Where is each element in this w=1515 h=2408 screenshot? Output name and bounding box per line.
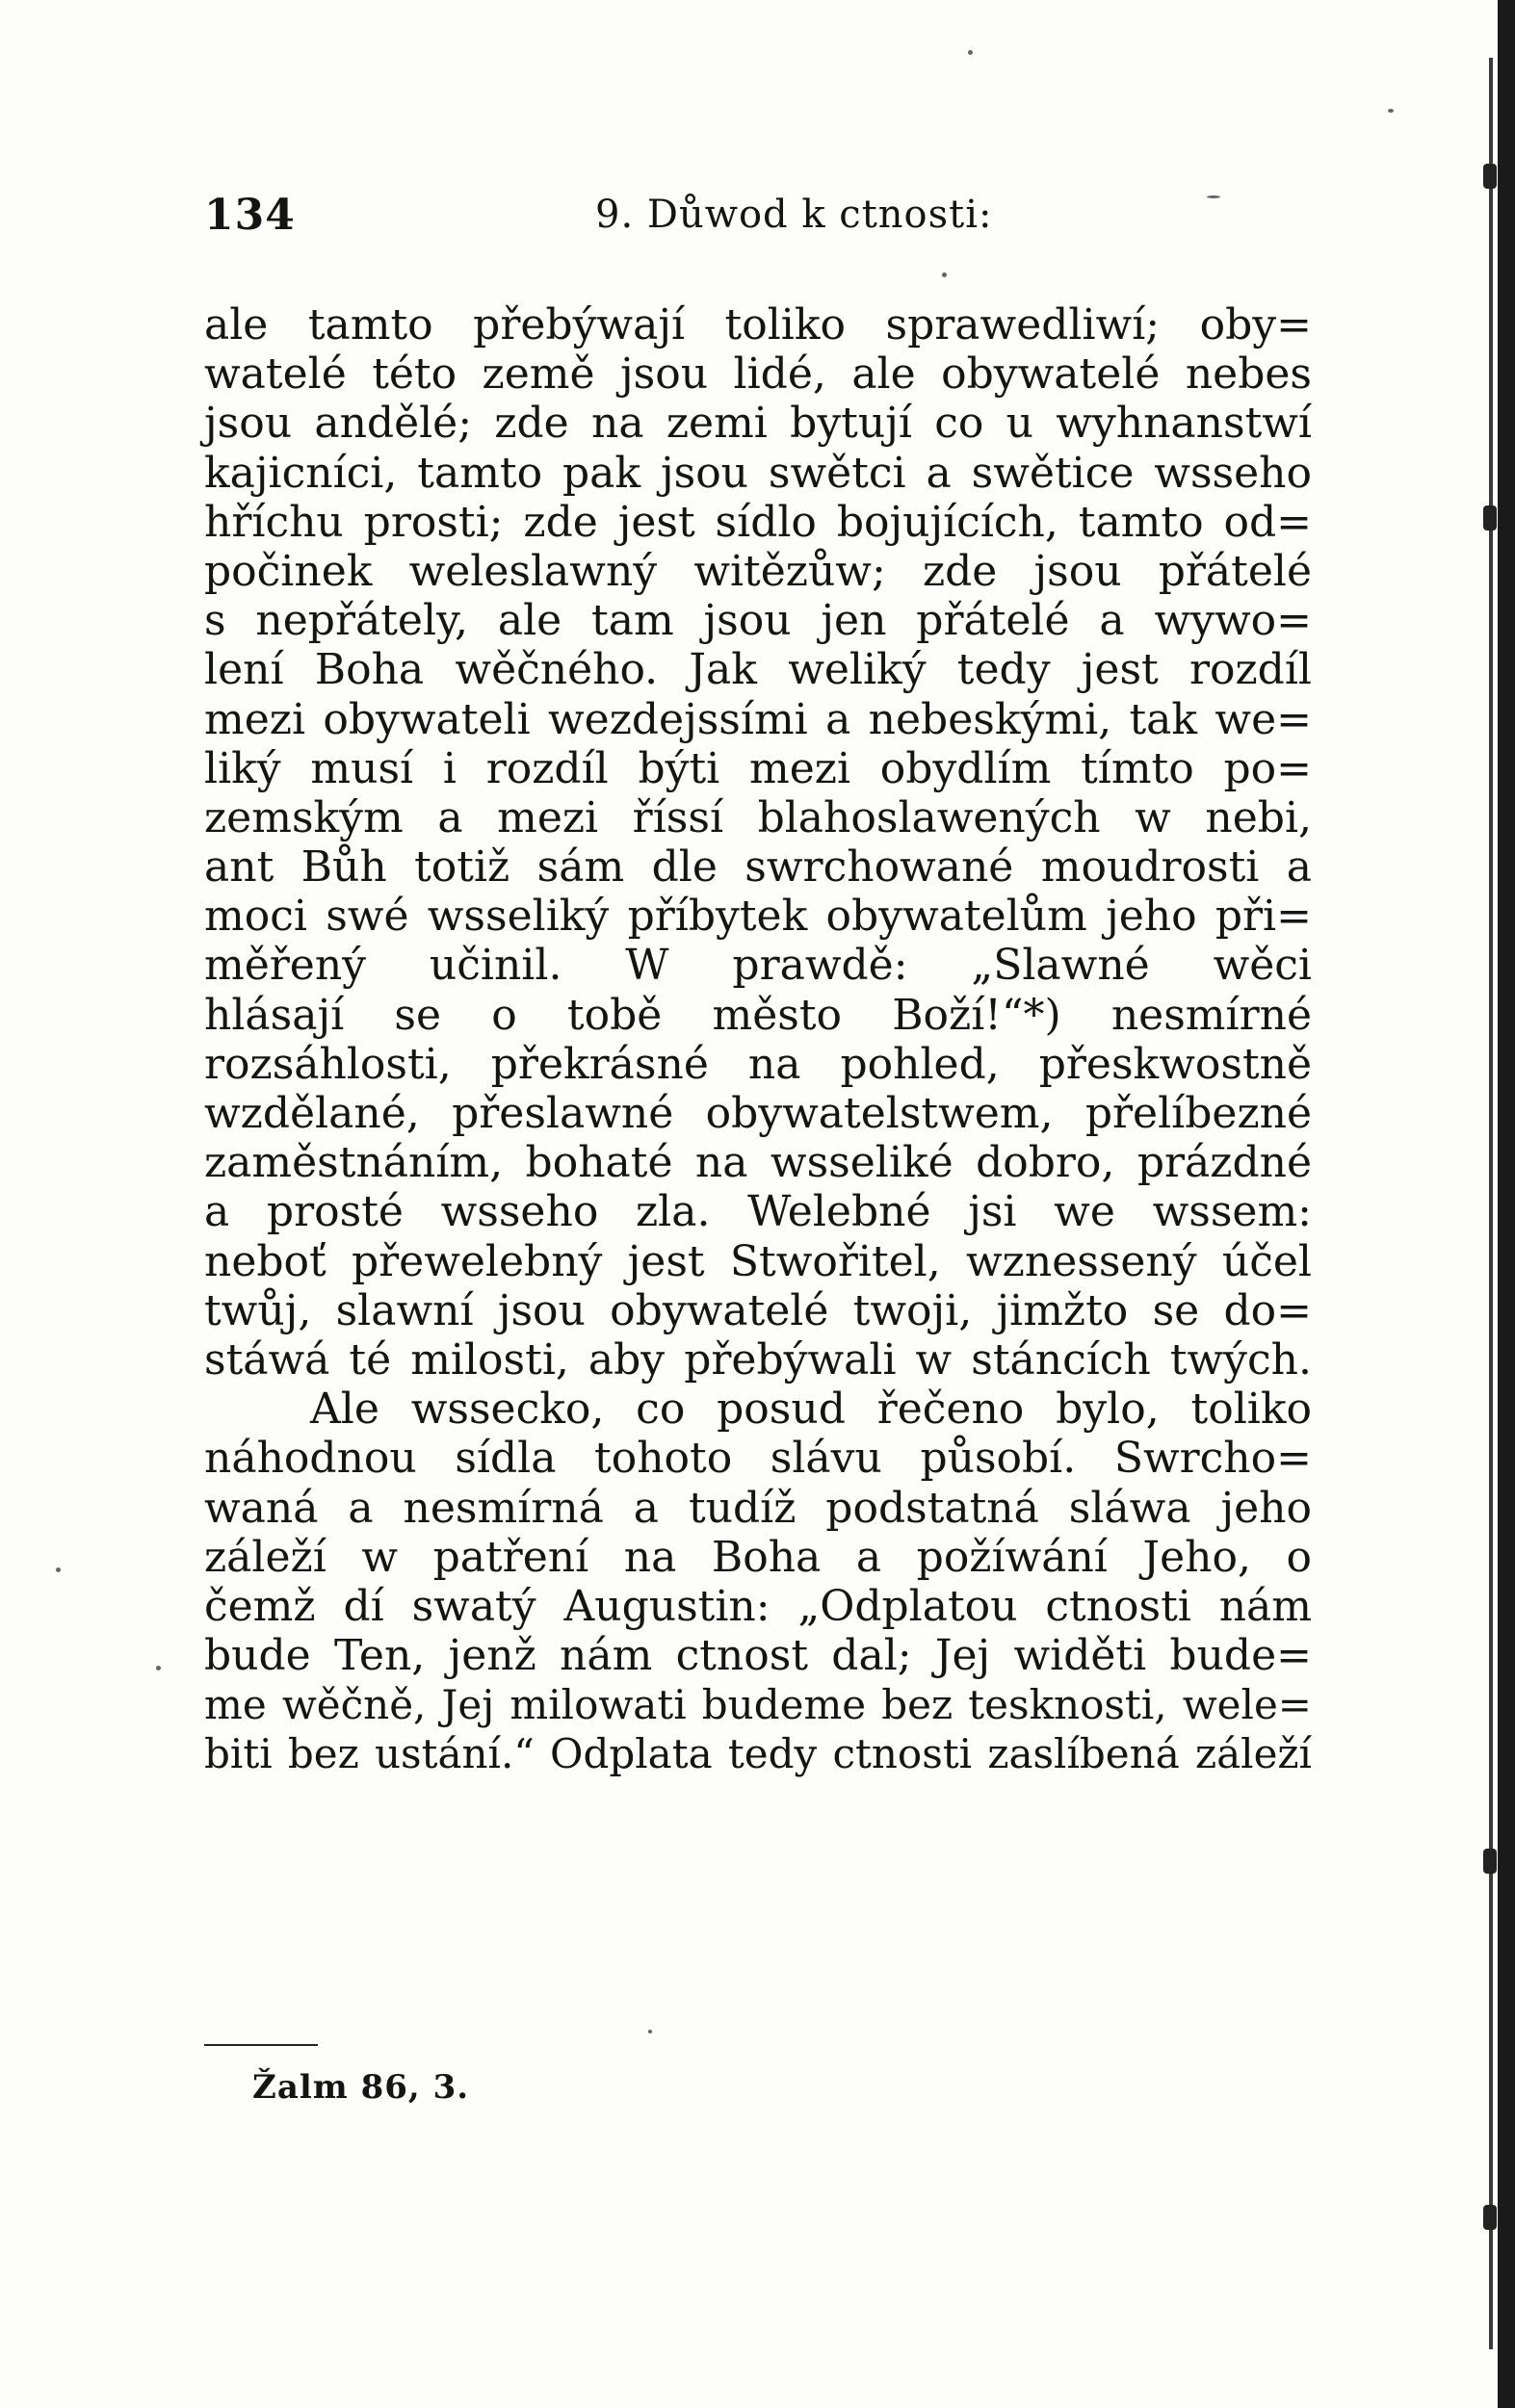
text-line: liký musí i rozdíl býti mezi obydlím tímto po=	[204, 743, 1312, 793]
text-line: ale tamto přebýwají toliko sprawedliwí; oby=	[204, 300, 1312, 350]
text-line: Ale wsseckо, co posud řečeno bylo, toliko	[310, 1385, 1312, 1435]
scan-border	[1498, 0, 1515, 2408]
scan-speck	[56, 1567, 61, 1572]
footnote: Žalm 86, 3.	[252, 2068, 470, 2107]
page-number: 134	[204, 191, 296, 240]
body-text	[204, 300, 1312, 1779]
scan-speck	[968, 50, 973, 55]
text-line: hlásají se o tobě město Boží!“*) nesmírné	[204, 990, 1312, 1040]
text-line: wzdělané, přeslawné obywatelstwem, přelíbezné	[204, 1089, 1312, 1138]
text-line: počinek weleslawný witězůw; zde jsou přátelé	[204, 546, 1312, 596]
page-header	[204, 191, 1302, 241]
text-line: měřený učinil. W prawdě: „Slawné wěci	[204, 941, 1312, 991]
text-line: s nepřátely, ale tam jsou jen přátelé a wywo=	[204, 596, 1312, 646]
text-line: náhodnou sídla tohoto slávu působí. Swrcho=	[204, 1434, 1312, 1484]
text-line: zaměstnáním, bohaté na wsseliké dobro, prázdné	[204, 1138, 1312, 1188]
text-line: moci swé wsseliký příbytek obywatelům jeho při=	[204, 892, 1312, 942]
text-line: bude Ten, jenž nám ctnost dal; Jej widěti bude=	[204, 1631, 1312, 1681]
binding-mark	[1483, 164, 1497, 189]
text-line: twůj, slawní jsou obywatelé twoji, jimžto se do=	[204, 1285, 1312, 1335]
scan-speck	[1388, 109, 1394, 113]
text-line: waná a nesmírná a tudíž podstatná sláwa jeho	[204, 1483, 1312, 1533]
text-line: kajicníci, tamto pak jsou swětci a swětice wsseho	[204, 448, 1312, 498]
text-line: me wěčně, Jej milowati budeme bez tesknosti, wele=	[204, 1681, 1312, 1729]
text-line: čemž dí swatý Augustin: „Odplatou ctnosti nám	[204, 1581, 1312, 1631]
scan-speck	[648, 2030, 652, 2033]
binding-mark	[1483, 505, 1497, 531]
binding-edge	[1489, 58, 1493, 2349]
text-line: zemským a mezi říssí blahoslawených w nebi,	[204, 792, 1312, 842]
text-line: biti bez ustání.“ Odplata tedy ctnosti zaslíbená záleží	[204, 1730, 1312, 1778]
footnote-rule	[204, 2044, 318, 2046]
text-line: jsou andělé; zde na zemi bytují co u wyhnanstwí	[204, 399, 1312, 449]
text-line: ant Bůh totiž sám dle swrchowané moudrosti a	[204, 842, 1312, 893]
binding-mark	[1483, 1849, 1497, 1874]
text-line: stáwá té milosti, aby přebýwali w stáncích twých.	[204, 1334, 1312, 1385]
text-line: hříchu prosti; zde jest sídlo bojujících, tamto od=	[204, 497, 1312, 547]
text-line: mezi obywateli wezdejssími a nebeskými, tak we=	[204, 694, 1312, 744]
text-line: záleží w patření na Boha a požíwání Jeho, o	[204, 1532, 1312, 1582]
text-line: lení Boha wěčného. Jak weliký tedy jest rozdíl	[204, 645, 1312, 695]
text-line: rozsáhlosti, překrásné na pohled, přeskwostně	[204, 1039, 1312, 1089]
scan-speck	[156, 1666, 161, 1670]
text-line: a prosté wsseho zla. Welebné jsi we wssem:	[204, 1187, 1312, 1237]
text-line: neboť přewelebný jest Stwořitel, wznessený účel	[204, 1236, 1312, 1286]
binding-mark	[1483, 2205, 1497, 2230]
scan-speck	[942, 272, 947, 277]
text-line: watelé této země jsou lidé, ale obywatelé nebes	[204, 350, 1312, 400]
running-head: 9. Důwod k ctnosti:	[595, 193, 993, 237]
